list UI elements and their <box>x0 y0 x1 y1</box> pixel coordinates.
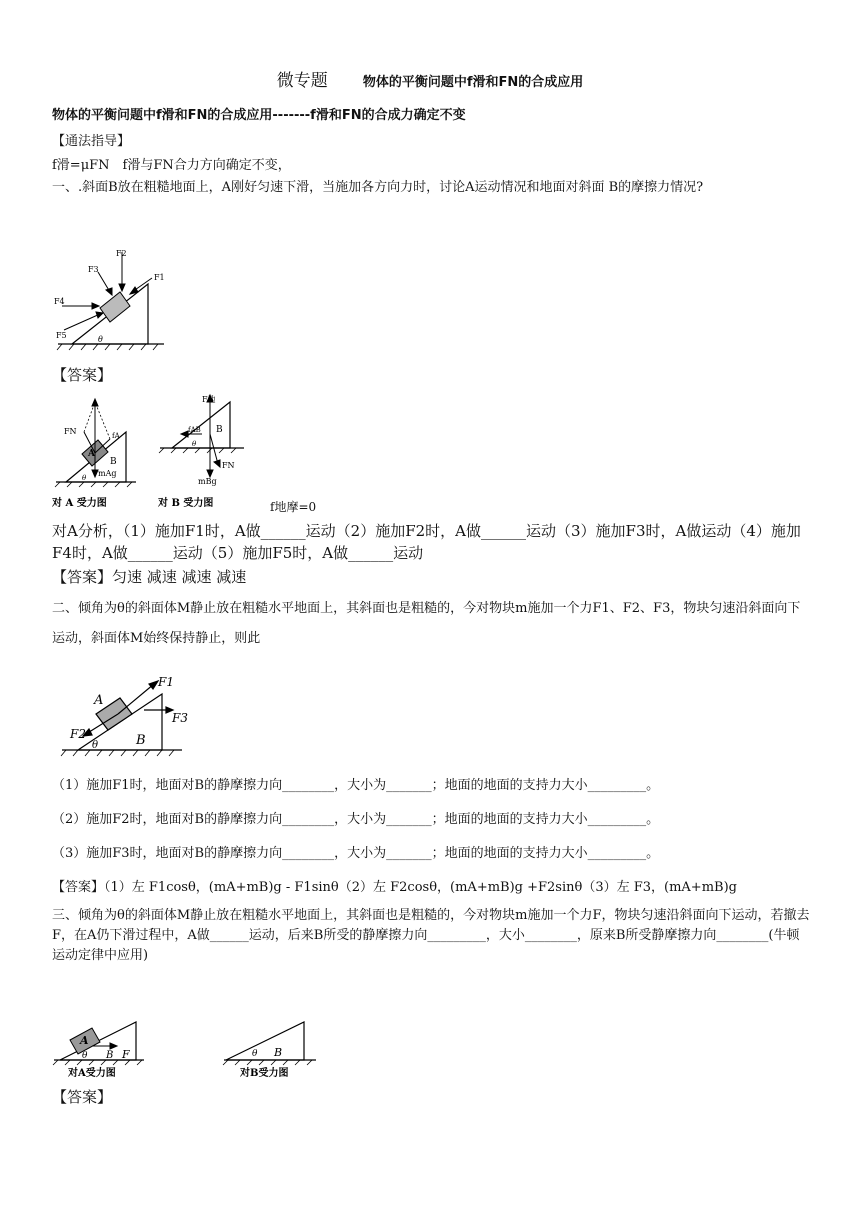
q3a-label-a: A <box>80 1034 89 1047</box>
q2-label-b: B <box>136 733 146 748</box>
q1-label-theta: θ <box>98 335 103 344</box>
q1-label-f4: F4 <box>54 297 65 306</box>
q3a-label-f: F <box>122 1048 130 1061</box>
q1a-caption: 对 A 受力图 <box>52 498 107 509</box>
q2-item-2: （2）施加F2时，地面对B的静摩擦力向________，大小为_______；地面的地面的支持力大小_________。 <box>52 812 660 827</box>
q3-figure-b <box>222 1018 318 1080</box>
q1a-label-mg: mAg <box>98 469 117 478</box>
q1a-label-b: B <box>110 457 117 467</box>
q1b-label-theta: θ <box>192 440 197 448</box>
q1-analysis: 对A分析，（1）施加F1时，A做______运动（2）施加F2时，A做______运动（3）施加F3时，A做运动（4）施加F4时，A做______运动（5）施加F5时，A做______运动 <box>52 522 801 562</box>
q1b-label-mg: mBg <box>198 477 217 486</box>
q2-item-1: （1）施加F1时，地面对B的静摩擦力向________，大小为_______；地面的地面的支持力大小_________。 <box>52 778 660 793</box>
q1-text: 一、.斜面B放在粗糙地面上，A刚好匀速下滑，当施加各方向力时，讨论A运动情况和地面对斜面 B的摩擦力情况? <box>52 180 704 195</box>
q3b-caption: 对B受力图 <box>240 1068 289 1079</box>
q1-label-f3: F3 <box>88 265 99 274</box>
q1-answer-label: 【答案】 <box>52 366 113 384</box>
q1b-label-b: B <box>216 425 223 435</box>
q1-figure-a <box>52 392 138 516</box>
q1a-label-fa: fA <box>112 432 120 440</box>
guide-formula: f滑=μFN f滑与FN合力方向确定不变， <box>52 158 291 173</box>
q2-label-f2: F2 <box>70 727 86 741</box>
page-title <box>0 66 860 91</box>
q1-label-f2: F2 <box>116 249 127 258</box>
q2-text: 二、倾角为θ的斜面体M静止放在粗糙水平地面上，其斜面也是粗糙的，今对物块m施加一个力F1、F2、F3，物块匀速沿斜面向下运动，斜面体M始终保持静止，则此 <box>52 601 801 646</box>
q1a-label-theta: θ <box>82 474 87 482</box>
q1b-label-fab: fAB <box>188 426 201 434</box>
q1-f-ground: f地摩=0 <box>270 500 317 514</box>
q3b-label-theta: θ <box>252 1049 258 1059</box>
q3b-label-b: B <box>274 1046 283 1059</box>
guide-heading: 【通法指导】 <box>52 134 131 149</box>
q1-label-f1: F1 <box>154 273 165 282</box>
q2-figure <box>58 668 188 760</box>
q2-label-f3: F3 <box>172 711 188 725</box>
q3-text: 三、倾角为θ的斜面体M静止放在粗糙水平地面上，其斜面也是粗糙的，今对物块m施加一个力F，物块匀速沿斜面向下运动，若撤去F，在A仍下滑过程中，A做______运动，后来B所受的静摩擦力向_________，大小________，原来B所受静摩擦力向________(牛顿运动定律中应用) <box>52 908 810 963</box>
section-heading: 物体的平衡问题中f滑和FN的合成应用-------f滑和FN的合成力确定不变 <box>52 108 466 123</box>
q3a-caption: 对A受力图 <box>68 1068 116 1079</box>
q1-figure-b <box>158 392 248 516</box>
q1b-label-fn-top: F地 <box>202 395 216 404</box>
q1a-label-a: A <box>88 449 95 459</box>
q3a-label-theta: θ <box>82 1051 88 1061</box>
q3-answer-label: 【答案】 <box>52 1088 113 1106</box>
q2-label-theta: θ <box>92 740 99 751</box>
title-main: 物体的平衡问题中f滑和FN的合成应用 <box>362 75 584 90</box>
q1-figure-forces <box>52 244 172 356</box>
q1b-label-fn: FN <box>222 461 235 470</box>
q3a-label-b: B <box>106 1050 114 1061</box>
q1a-label-fn: FN <box>64 427 77 436</box>
q2-label-f1: F1 <box>158 675 174 689</box>
q3-figure-a <box>52 1018 148 1080</box>
q2-answer: 【答案】（1）左 F1cosθ，(mA+mB)g - F1sinθ（2）左 F2cosθ，(mA+mB)g +F2sinθ（3）左 F3，(mA+mB)g <box>52 880 737 895</box>
title-prefix: 微专题 <box>276 71 328 91</box>
q1-answer: 【答案】匀速 减速 减速 减速 <box>52 568 247 586</box>
q2-item-3: （3）施加F3时，地面对B的静摩擦力向________，大小为_______；地面的地面的支持力大小_________。 <box>52 846 660 861</box>
q1b-caption: 对 B 受力图 <box>158 498 214 509</box>
q2-label-a: A <box>94 693 104 708</box>
q1-label-f5: F5 <box>56 331 67 340</box>
